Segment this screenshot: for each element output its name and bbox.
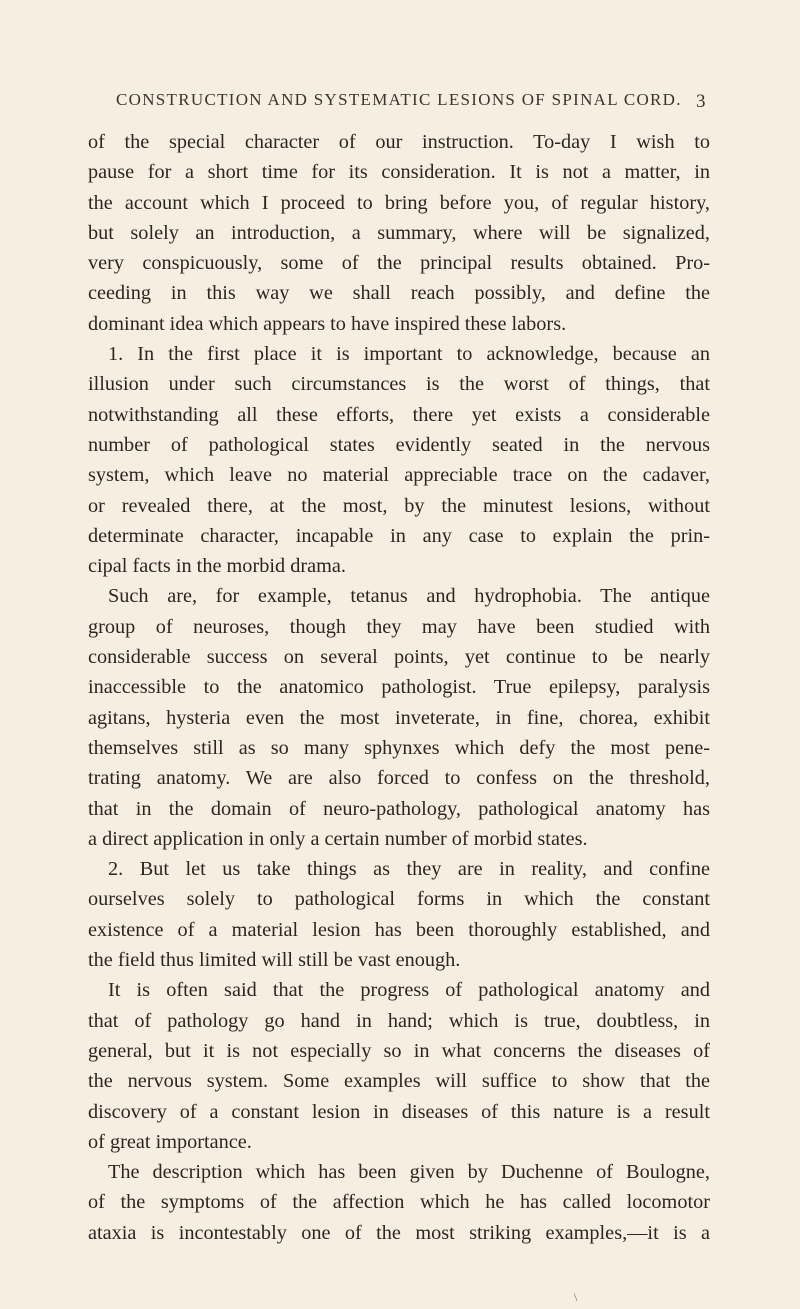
body-text (88, 127, 710, 1248)
text-line: The description which has been given by Duchenne of Boulogne, (108, 1161, 710, 1184)
text-line: cipal facts in the morbid drama. (88, 555, 346, 578)
stray-mark: \ (574, 1290, 578, 1304)
text-line: a direct application in only a certain number of morbid states. (88, 827, 588, 850)
text-line: ataxia is incontestably one of the most striking examples,—it is a (88, 1221, 710, 1244)
text-line: pause for a short time for its consideration. It is not a matter, in (88, 161, 710, 184)
text-line: themselves still as so many sphynxes which defy the most pene- (88, 736, 710, 759)
text-line: agitans, hysteria even the most inveterate, in fine, chorea, exhibit (88, 706, 710, 729)
text-line: the account which I proceed to bring before you, of regular history, (88, 191, 710, 214)
text-line: Such are, for example, tetanus and hydrophobia. The antique (108, 585, 710, 608)
text-line: ourselves solely to pathological forms in which the constant (88, 888, 710, 911)
text-line: or revealed there, at the most, by the minutest lesions, without (88, 494, 710, 517)
text-line: of great importance. (88, 1130, 252, 1153)
text-line: that in the domain of neuro-pathology, pathological anatomy has (88, 797, 710, 820)
text-line: 2. But let us take things as they are in reality, and confine (108, 858, 710, 881)
text-line: dominant idea which appears to have inspired these labors. (88, 312, 567, 335)
text-line: It is often said that the progress of pathological anatomy and (108, 979, 710, 1002)
text-line: illusion under such circumstances is the worst of things, that (88, 373, 710, 396)
text-line: general, but it is not especially so in what concerns the diseases of (88, 1039, 710, 1062)
text-line: of the special character of our instruction. To-day I wish to (88, 131, 710, 153)
text-line: of the symptoms of the affection which he has called locomotor (88, 1191, 710, 1214)
text-line: 1. In the first place it is important to acknowledge, because an (108, 343, 710, 366)
text-line: the nervous system. Some examples will suffice to show that the (88, 1070, 710, 1093)
text-line: very conspicuously, some of the principal results obtained. Pro- (88, 252, 710, 275)
text-line: discovery of a constant lesion in diseases of this nature is a result (88, 1100, 710, 1123)
text-line: but solely an introduction, a summary, where will be signalized, (88, 221, 710, 244)
text-line: determinate character, incapable in any case to explain the prin- (88, 524, 710, 547)
text-line: existence of a material lesion has been thoroughly established, and (88, 918, 710, 941)
text-line: the field thus limited will still be vast enough. (88, 949, 461, 972)
text-line: trating anatomy. We are also forced to confess on the threshold, (88, 767, 710, 790)
text-line: number of pathological states evidently seated in the nervous (88, 433, 710, 456)
running-head: CONSTRUCTION AND SYSTEMATIC LESIONS OF SPINAL CORD. (116, 90, 682, 109)
text-line: that of pathology go hand in hand; which is true, doubtless, in (88, 1009, 710, 1032)
text-line: inaccessible to the anatomico pathologist. True epilepsy, paralysis (88, 676, 710, 699)
text-line: group of neuroses, though they may have been studied with (88, 615, 710, 638)
text-line: considerable success on several points, yet continue to be nearly (88, 646, 710, 669)
page-number: 3 (696, 91, 706, 112)
text-line: system, which leave no material appreciable trace on the cadaver, (88, 464, 710, 487)
text-line: ceeding in this way we shall reach possibly, and define the (88, 282, 710, 305)
text-line: notwithstanding all these efforts, there yet exists a considerable (88, 403, 710, 426)
